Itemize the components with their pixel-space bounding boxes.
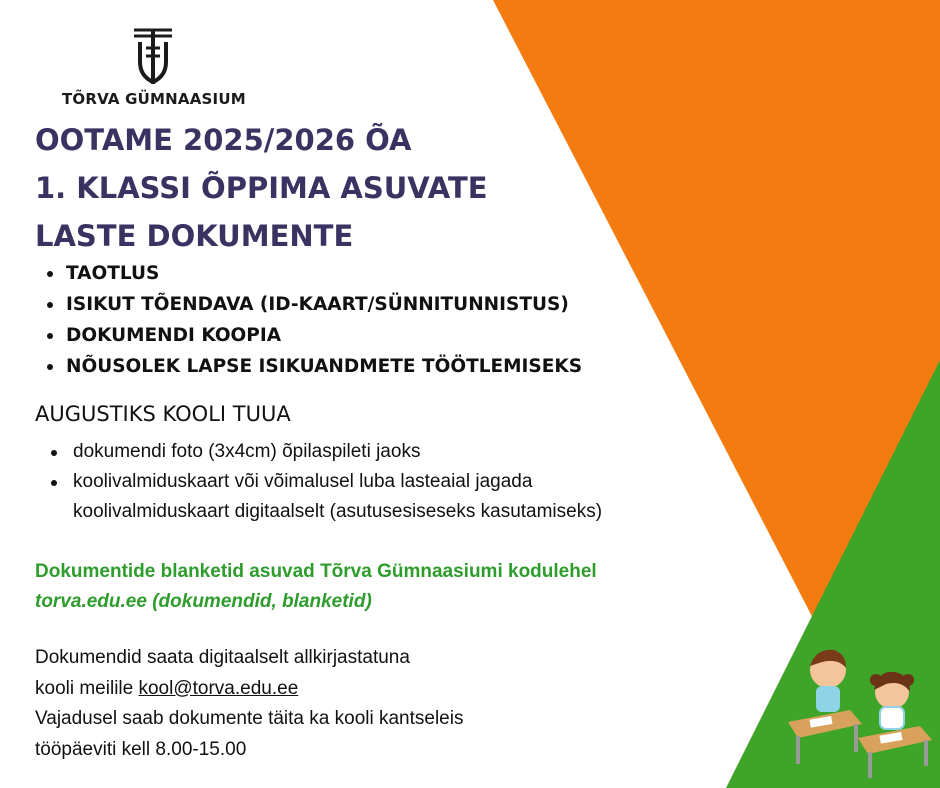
headline-line-2: 1. KLASSI ÕPPIMA ASUVATE xyxy=(35,171,488,205)
list-item: dokumendi foto (3x4cm) õpilaspileti jaoks xyxy=(38,437,532,467)
list-item: NÕUSOLEK LAPSE ISIKUANDMETE TÖÖTLEMISEKS xyxy=(38,351,582,382)
submit-line-2 xyxy=(35,674,463,705)
august-heading: AUGUSTIKS KOOLI TUUA xyxy=(35,402,291,426)
required-documents-list xyxy=(38,258,582,382)
list-item: ISIKUT TÕENDAVA (ID-KAART/SÜNNITUNNISTUS) xyxy=(38,289,582,320)
school-logo xyxy=(128,26,178,88)
headline xyxy=(35,116,488,260)
school-name: TÕRVA GÜMNAASIUM xyxy=(62,90,246,108)
submit-line-1: Dokumendid saata digitaalselt allkirjastatuna xyxy=(35,647,410,668)
list-item: DOKUMENDI KOOPIA xyxy=(38,320,582,351)
forms-text: Dokumentide blanketid asuvad Tõrva Gümnaasiumi kodulehel xyxy=(35,561,597,582)
email-prefix: kooli meilile xyxy=(35,677,139,699)
children-at-desks-illustration xyxy=(780,640,940,780)
headline-line-3: LASTE DOKUMENTE xyxy=(35,219,354,253)
submit-line-3: Vajadusel saab dokumente täita ka kooli kantseleis xyxy=(35,708,464,729)
list-item: koolivalmiduskaart või võimalusel luba lasteaial jagada xyxy=(38,467,532,497)
forms-info xyxy=(35,557,597,617)
august-item-continuation: koolivalmiduskaart digitaalselt (asutusesiseseks kasutamiseks) xyxy=(73,501,603,522)
email-link[interactable]: kool@torva.edu.ee xyxy=(138,677,299,699)
headline-line-1: OOTAME 2025/2026 ÕA xyxy=(35,123,412,157)
forms-link[interactable]: torva.edu.ee (dokumendid, blanketid) xyxy=(35,591,372,612)
list-item: TAOTLUS xyxy=(38,258,582,289)
submission-info xyxy=(35,643,463,765)
submit-line-4: tööpäeviti kell 8.00-15.00 xyxy=(35,738,247,760)
august-list xyxy=(38,437,532,497)
